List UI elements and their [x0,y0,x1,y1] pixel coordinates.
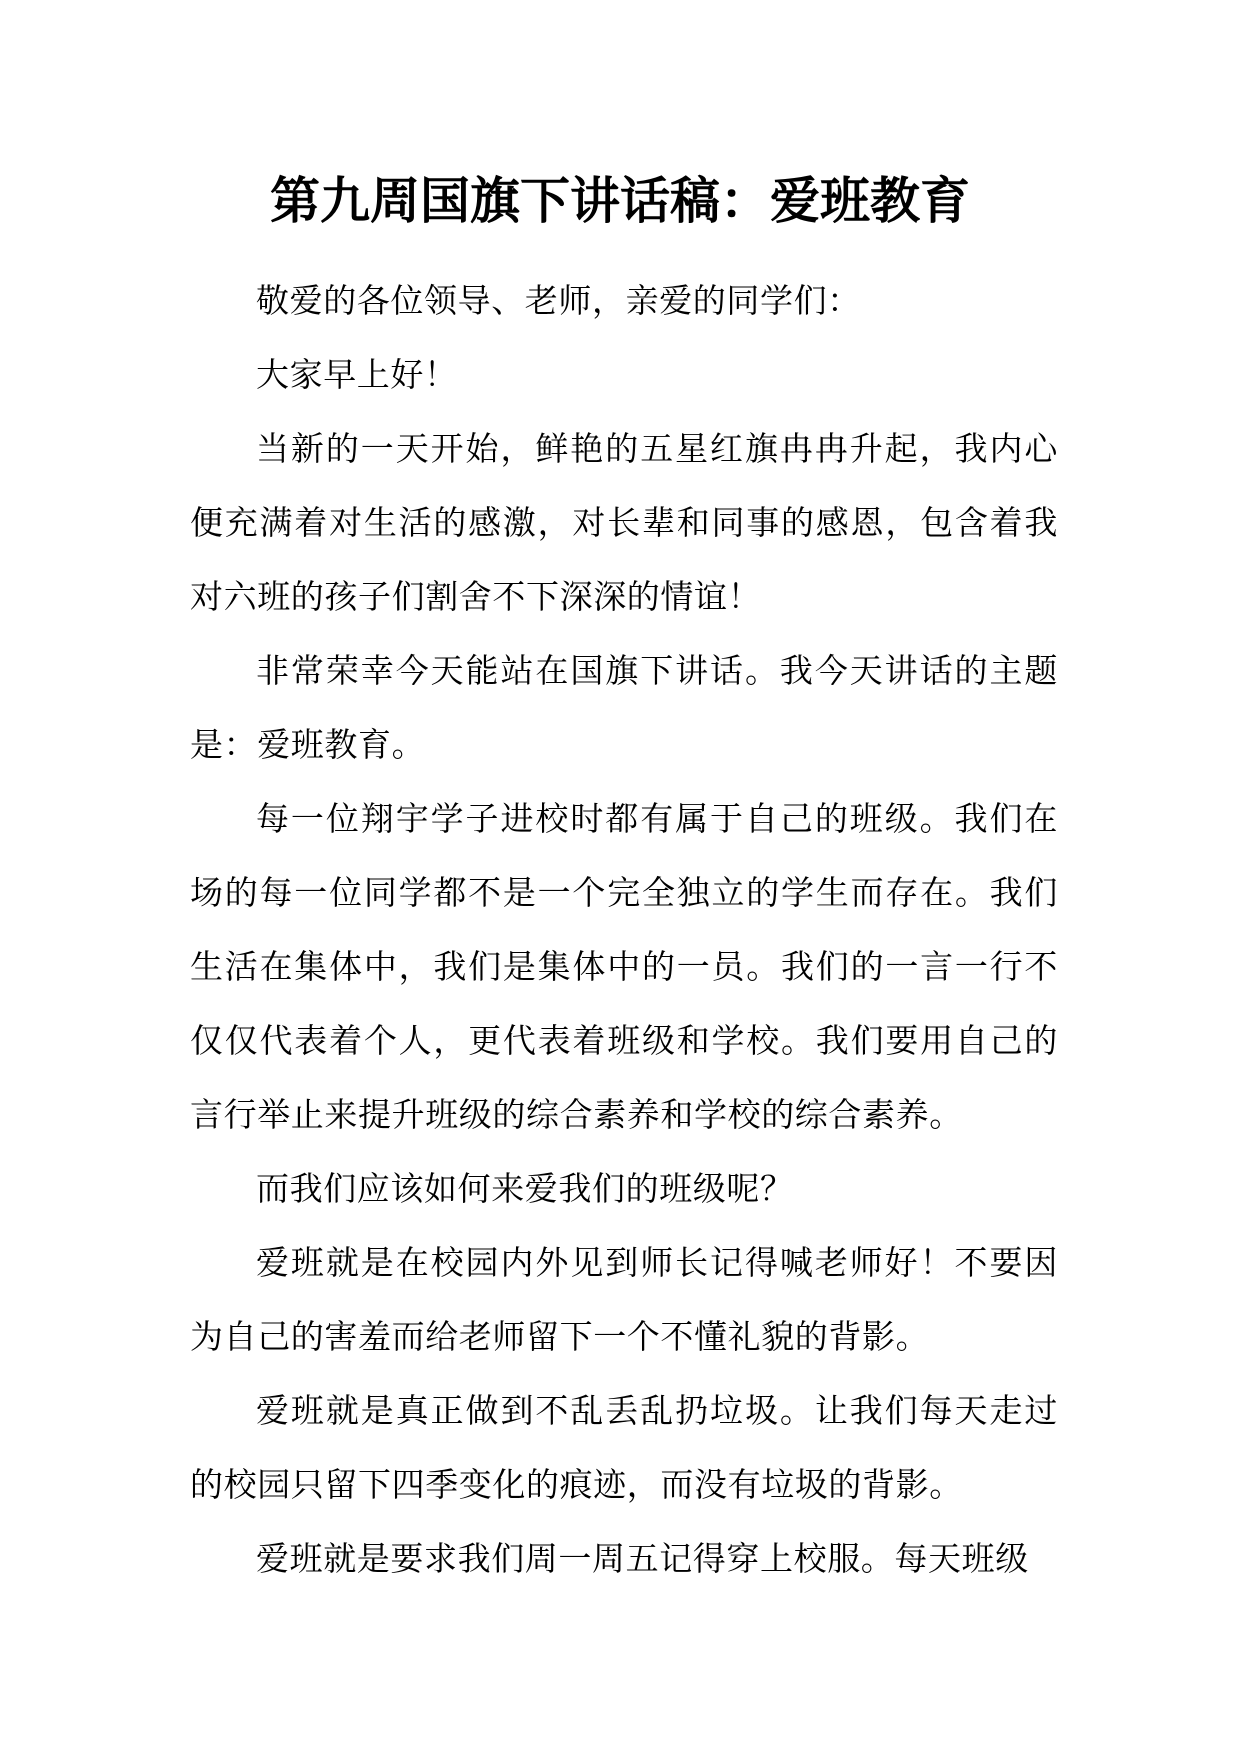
paragraph-no-litter: 爱班就是真正做到不乱丢乱扔垃圾。让我们每天走过的校园只留下四季变化的痕迹，而没有垃圾的背影。 [190,1391,1058,1504]
paragraph-question: 而我们应该如何来爱我们的班级呢？ [256,1169,794,1208]
paragraph-topic: 非常荣幸今天能站在国旗下讲话。我今天讲话的主题是：爱班教育。 [190,651,1058,764]
document-body [190,264,1058,1596]
paragraph-uniform: 爱班就是要求我们周一周五记得穿上校服。每天班级 [256,1539,1029,1578]
paragraph-class-belonging: 每一位翔宇学子进校时都有属于自己的班级。我们在场的每一位同学都不是一个完全独立的学生而存在。我们生活在集体中，我们是集体中的一员。我们的一言一行不仅仅代表着个人，更代表着班级和学校。我们要用自己的言行举止来提升班级的综合素养和学校的综合素养。 [190,799,1058,1134]
paragraph-good-morning: 大家早上好！ [256,355,458,394]
paragraph-greet-teachers: 爱班就是在校园内外见到师长记得喊老师好！不要因为自己的害羞而给老师留下一个不懂礼貌的背影。 [190,1243,1058,1356]
paragraph-opening: 当新的一天开始，鲜艳的五星红旗冉冉升起，我内心便充满着对生活的感激，对长辈和同事的感恩，包含着我对六班的孩子们割舍不下深深的情谊！ [190,429,1058,616]
paragraph-greeting: 敬爱的各位领导、老师，亲爱的同学们： [256,281,861,320]
document-title: 第九周国旗下讲话稿：爱班教育 [270,172,970,230]
